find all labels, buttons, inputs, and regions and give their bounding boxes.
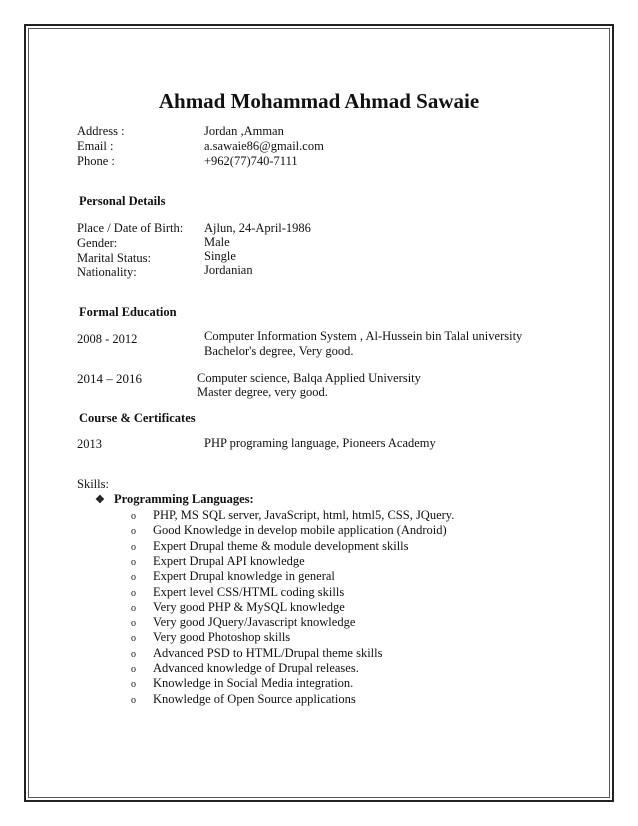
birth-label: Place / Date of Birth: xyxy=(77,221,184,235)
skill-text: Expert Drupal API knowledge xyxy=(153,553,305,568)
nationality-value: Jordanian xyxy=(204,263,253,277)
skill-text: Expert Drupal knowledge in general xyxy=(153,569,335,584)
circle-bullet-icon: o xyxy=(131,526,136,538)
address-label: Address : xyxy=(77,124,125,138)
course-year: 2013 xyxy=(77,437,102,451)
skill-text: Very good Photoshop skills xyxy=(153,630,291,645)
education-heading: Formal Education xyxy=(79,305,177,319)
skill-text: Expert Drupal theme & module development skills xyxy=(153,538,409,553)
circle-bullet-icon: o xyxy=(131,618,136,630)
skill-list-item xyxy=(131,661,359,676)
address-value: Jordan ,Amman xyxy=(204,124,284,138)
circle-bullet-icon: o xyxy=(131,648,136,660)
skill-text: Advanced PSD to HTML/Drupal theme skills xyxy=(153,645,383,660)
nationality-label: Nationality: xyxy=(77,265,137,279)
phone-label: Phone : xyxy=(77,154,115,168)
circle-bullet-icon: o xyxy=(131,556,136,568)
skill-list-item xyxy=(131,600,345,615)
circle-bullet-icon: o xyxy=(131,587,136,599)
programming-languages-label: Programming Languages: xyxy=(114,492,254,506)
circle-bullet-icon: o xyxy=(131,602,136,614)
skill-list-item xyxy=(131,676,353,691)
skill-list-item xyxy=(131,554,305,569)
skill-list-item xyxy=(131,615,355,630)
skill-text: Expert level CSS/HTML coding skills xyxy=(153,584,345,599)
email-value: a.sawaie86@gmail.com xyxy=(204,139,324,153)
skill-list-item xyxy=(131,630,290,645)
skill-text: Advanced knowledge of Drupal releases. xyxy=(153,661,359,675)
skill-list-item xyxy=(131,692,356,707)
education-years: 2008 - 2012 xyxy=(77,332,138,346)
email-label: Email : xyxy=(77,139,114,153)
marital-label: Marital Status: xyxy=(77,251,151,265)
circle-bullet-icon: o xyxy=(131,633,136,645)
skill-list-item xyxy=(131,508,454,523)
skill-text: Very good JQuery/Javascript knowledge xyxy=(153,615,356,630)
skill-text: Good Knowledge in develop mobile application (Android) xyxy=(153,523,447,538)
gender-value: Male xyxy=(204,235,230,249)
programming-languages-subheading xyxy=(95,492,254,507)
skill-text: PHP, MS SQL server, JavaScript, html, html5, CSS, JQuery. xyxy=(153,508,455,522)
resume-name: Ahmad Mohammad Ahmad Sawaie xyxy=(158,89,480,113)
skill-text: Very good PHP & MySQL knowledge xyxy=(153,599,345,614)
education-degree-line2: Master degree, very good. xyxy=(197,385,328,399)
circle-bullet-icon: o xyxy=(131,694,136,706)
gender-label: Gender: xyxy=(77,236,118,250)
education-degree-line2: Bachelor's degree, Very good. xyxy=(204,344,354,358)
education-years: 2014 – 2016 xyxy=(77,371,142,386)
birth-value: Ajlun, 24-April-1986 xyxy=(204,221,311,235)
phone-value: +962(77)740-7111 xyxy=(204,154,298,168)
personal-details-heading: Personal Details xyxy=(79,194,166,208)
education-degree-line1: Computer science, Balqa Applied University xyxy=(197,371,421,385)
course-value: PHP programing language, Pioneers Academy xyxy=(204,436,436,450)
skill-text: Knowledge in Social Media integration. xyxy=(153,676,354,691)
skill-list-item xyxy=(131,646,383,661)
skills-heading: Skills: xyxy=(77,477,109,491)
circle-bullet-icon: o xyxy=(131,664,136,675)
skill-list-item xyxy=(131,585,344,600)
diamond-bullet-icon: ❖ xyxy=(95,494,105,506)
courses-heading: Course & Certificates xyxy=(79,411,196,425)
education-degree-line1: Computer Information System , Al-Hussein bin Talal university xyxy=(204,329,523,343)
circle-bullet-icon: o xyxy=(131,541,136,553)
circle-bullet-icon: o xyxy=(131,679,136,691)
skill-list-item xyxy=(131,523,447,538)
circle-bullet-icon: o xyxy=(131,572,136,584)
skill-list-item xyxy=(131,569,335,584)
skill-list-item xyxy=(131,539,409,554)
marital-value: Single xyxy=(204,249,236,263)
circle-bullet-icon: o xyxy=(131,511,136,522)
skill-text: Knowledge of Open Source applications xyxy=(153,691,356,706)
